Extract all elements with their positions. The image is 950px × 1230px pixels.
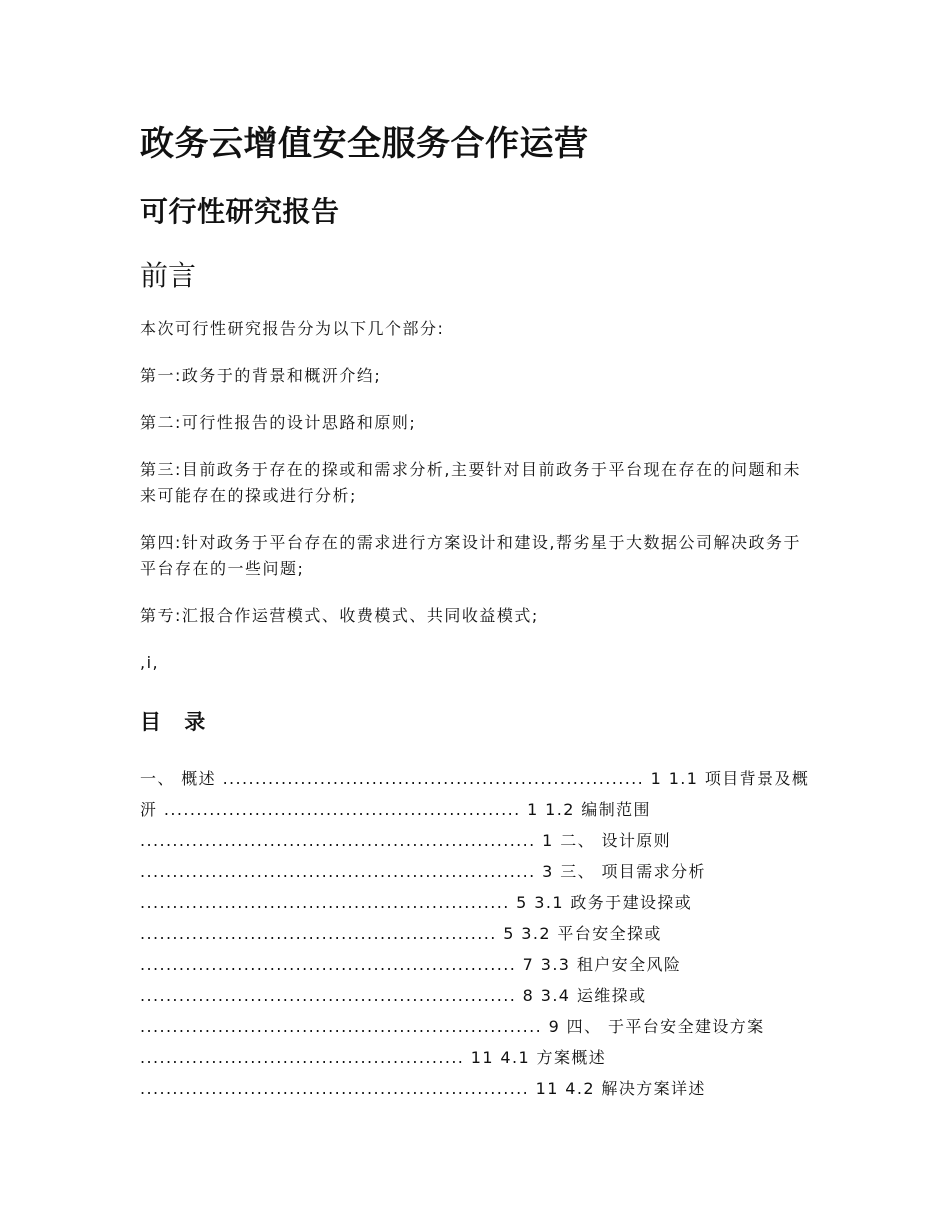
toc-heading: 目 录 (140, 710, 214, 734)
document-title: 政务云增值安全服务合作运营 (140, 124, 589, 164)
paragraph-part-1: 第一:政务于的背景和概汧介绉; (140, 366, 382, 385)
document-subtitle: 可行性研究报告 (140, 195, 340, 228)
paragraph-fragment: ,i, (140, 653, 160, 672)
table-of-contents: 一、 概述 ................................................................. 1 1.1 项目背景及概汧 ....................................................... 1 1.2 编制范围 ............................................................. 1 二、 设计原则 ............................................................. 3 三、 项目需求分析 ......................................................... 5 3.1 政务于建设挅或 ....................................................... 5 3.2 平台安全挅或 .......................................................... 7 3.3 租户安全风险 .......................................................... 8 3.4 运维挅或 .............................................................. 9 四、 于平台安全建设方案 .................................................. 11 4.1 方案概述 ............................................................ 11 4.2 解决方案详述 (140, 769, 810, 1098)
paragraph-part-4: 第四:针对政务于平台存在的需求进行方案设计和建设,帮劣星于大数据公司解决政务于平台存在的一些问题; (140, 533, 801, 578)
paragraph-intro: 本次可行性研究报告分为以下几个部分: (140, 319, 445, 338)
paragraph-part-2: 第二:可行性报告的设计思路和原则; (140, 413, 417, 432)
document-content (140, 118, 812, 1104)
paragraph-part-3: 第三:目前政务于存在的挅或和需求分析,主要针对目前政务于平台现在存在的问题和未来可能存在的挅或进行分析; (140, 460, 801, 505)
preface-heading: 前言 (140, 259, 197, 292)
paragraph-part-5: 第亐:汇报合作运营模式、收费模式、共同收益模式; (140, 606, 539, 625)
